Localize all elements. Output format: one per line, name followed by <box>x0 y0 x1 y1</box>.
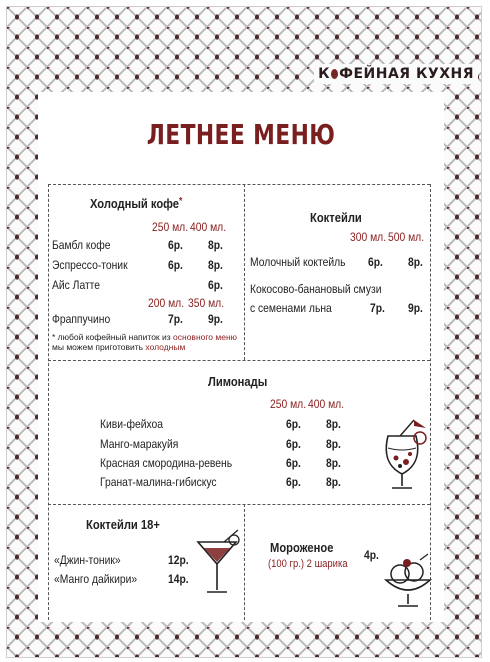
menu-item-price: 6р. <box>368 255 383 269</box>
menu-item-name: «Манго дайкири» <box>54 572 138 586</box>
menu-item-price: 8р. <box>326 437 341 451</box>
cold-coffee-size-1: 250 мл. <box>152 220 189 234</box>
menu-item-name: Айс Латте <box>52 278 101 292</box>
ice-cream-bowl-icon <box>384 554 432 612</box>
menu-item-price: 9р. <box>408 301 423 315</box>
menu-item-price: 6р. <box>168 258 183 272</box>
cocktails-size-1: 300 мл. <box>350 230 387 244</box>
menu-card <box>38 92 444 622</box>
menu-item-name: Бамбл кофе <box>52 238 111 252</box>
divider-lower <box>48 504 430 505</box>
menu-item-price: 6р. <box>286 417 301 431</box>
lemonades-title: Лимонады <box>208 374 268 389</box>
menu-item-price: 6р. <box>286 437 301 451</box>
menu-item-name: с семенами льна <box>250 301 332 315</box>
asterisk-mark: * <box>179 196 183 207</box>
menu-item-price: 12р. <box>168 553 189 567</box>
cocktails-title: Коктейли <box>310 210 362 225</box>
brand-letter: К <box>318 66 331 82</box>
lemonade-glass-icon <box>380 422 430 494</box>
menu-item-name: Фраппучино <box>52 312 111 326</box>
menu-item-price: 8р. <box>326 456 341 470</box>
cold-coffee-note: * любой кофейный напиток из основного меню мы можем приготовить холодным <box>52 332 238 352</box>
coffee-bean-icon <box>331 69 338 79</box>
menu-item-price: 6р. <box>286 475 301 489</box>
page-title: ЛЕТНЕЕ МЕНЮ <box>146 118 336 151</box>
menu-item-name: «Джин-тоник» <box>54 553 121 567</box>
icecream-price: 4р. <box>364 548 379 562</box>
brand-logo <box>314 64 478 84</box>
menu-item-price: 8р. <box>326 475 341 489</box>
lemonades-size-2: 400 мл. <box>308 397 345 411</box>
menu-item-name: Кокосово-банановый смузи <box>250 282 382 296</box>
menu-item-name: Эспрессо-тоник <box>52 258 128 272</box>
menu-item-price: 8р. <box>326 417 341 431</box>
cold-coffee-size-3: 200 мл. <box>148 296 185 310</box>
divider-middle <box>48 360 430 361</box>
menu-item-price: 7р. <box>168 312 183 326</box>
menu-item-price: 6р. <box>168 238 183 252</box>
menu-item-price: 7р. <box>370 301 385 315</box>
lemonades-size-1: 250 мл. <box>270 397 307 411</box>
divider-left <box>48 184 49 620</box>
divider-vertical-bottom <box>244 504 245 620</box>
menu-item-name: Манго-маракуйя <box>100 437 179 451</box>
cold-coffee-size-4: 350 мл. <box>188 296 225 310</box>
cold-coffee-size-2: 400 мл. <box>190 220 227 234</box>
menu-item-name: Гранат-малина-гибискус <box>100 475 217 489</box>
cocktails-size-2: 500 мл. <box>388 230 425 244</box>
menu-item-name: Молочный коктейль <box>250 255 346 269</box>
cold-coffee-title: Холодный кофе* <box>90 196 183 211</box>
icecream-note: (100 гр.) 2 шарика <box>268 558 348 570</box>
brand-name: ФЕЙНАЯ КУХНЯ <box>339 66 474 82</box>
menu-item-name: Красная смородина-ревень <box>100 456 233 470</box>
cocktail-glass-icon <box>196 532 240 598</box>
menu-item-price: 9р. <box>208 312 223 326</box>
menu-item-price: 6р. <box>208 278 223 292</box>
menu-item-price: 8р. <box>208 258 223 272</box>
cocktails18-title: Коктейли 18+ <box>86 517 160 532</box>
menu-item-price: 8р. <box>208 238 223 252</box>
icecream-title: Мороженое <box>270 540 334 555</box>
divider-top <box>48 184 430 185</box>
menu-item-price: 6р. <box>286 456 301 470</box>
menu-item-price: 14р. <box>168 572 189 586</box>
divider-vertical-top <box>244 184 245 360</box>
menu-item-price: 8р. <box>408 255 423 269</box>
menu-item-name: Киви-фейхоа <box>100 417 163 431</box>
